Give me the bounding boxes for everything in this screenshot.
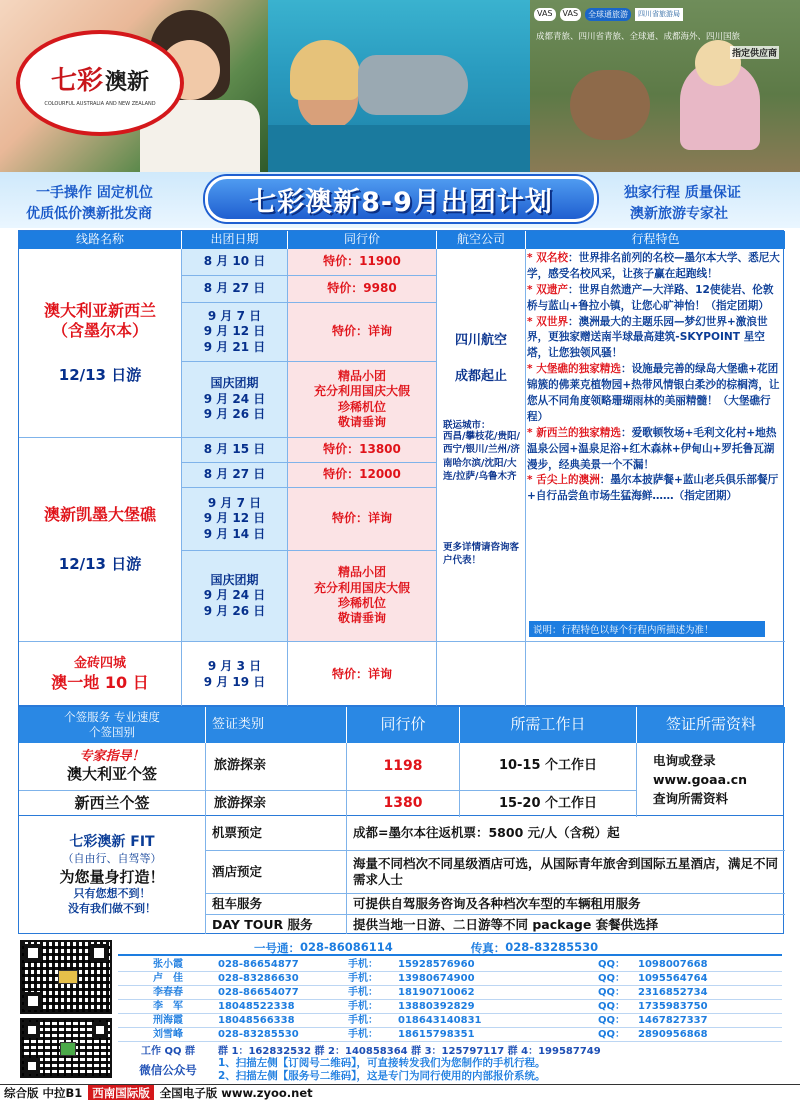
footer-tag: 西南国际版: [88, 1085, 154, 1100]
contact-row: [118, 1028, 782, 1042]
route-3-name: 金砖四城: [73, 655, 126, 671]
fit-sub: （自由行、自驾等）: [62, 852, 162, 866]
r3-price: 特价：详询: [331, 666, 392, 681]
contact-mobile[interactable]: 18190710062: [398, 987, 475, 998]
route-2-cell: [19, 438, 181, 641]
wechat-line-2: 2、扫描左侧【服务号二维码】，这是专门为同行使用的内部报价系统。: [218, 1070, 546, 1082]
visa-country-1: 澳大利亚个签: [66, 765, 157, 784]
contact-qq[interactable]: 2316852734: [638, 987, 708, 998]
fit-left: [19, 816, 205, 934]
fit-slogan: 为您量身打造！: [59, 867, 165, 886]
qq-group-row: [118, 1042, 782, 1056]
r2-date-2: 8 月 27 日: [182, 463, 287, 487]
wechat-line-1: 1、扫描左侧【订阅号二维码】，可直接转发我们为您制作的手机行程。: [218, 1057, 546, 1070]
contact-row: [118, 986, 782, 1000]
visa-th-days: 所需工作日: [460, 707, 636, 743]
r2-price-1: 特价：13800: [288, 438, 436, 462]
logo-main: 七彩: [50, 65, 103, 96]
r3-dates: [182, 642, 287, 707]
route-3-sub: 澳一地 10 日: [51, 672, 149, 692]
r2-special-line-2: 充分利用国庆大假: [313, 580, 410, 595]
contact-qq-label: QQ：: [598, 1001, 626, 1012]
r2-special-date-1: 9 月 24 日: [203, 588, 266, 603]
feature-2-label: 双遗产: [536, 283, 569, 296]
r3-date-1: 9 月 3 日: [207, 659, 262, 674]
r1-special-line-4: 敬请垂询: [337, 414, 386, 429]
contact-qq-label: QQ：: [598, 987, 626, 998]
r3-date-2: 9 月 19 日: [203, 674, 266, 689]
feature-3-text: ：澳洲最大的主题乐园—梦幻世界+激浪世界，更独家赠送南半球最高建筑-SKYPOINT 星空塔，让您独领风骚！: [527, 315, 768, 360]
r1-date-3: 9 月 7 日: [207, 308, 262, 323]
airline-name: 四川航空: [454, 333, 507, 348]
feature-1-label: 双名校: [536, 252, 569, 264]
r1-special-line-1: 精品小团: [337, 368, 386, 383]
qq-groups: 群 1：162832532 群 2：140858364 群 3：125797117 群 4：199587749: [218, 1046, 601, 1057]
r2-price-3: 特价：详询: [288, 488, 436, 550]
visa-table: [18, 706, 784, 816]
r1-price-1: 特价：11900: [288, 249, 436, 275]
feature-5: * 新西兰的独家精选：爱歌顿牧场+毛利文化村+地热温泉公园+温泉足浴+红木森林+伊甸山+罗托鲁瓦湖漫步，经典美景一个不漏！: [527, 426, 777, 471]
feature-5-text: ：爱歌顿牧场+毛利文化村+地热温泉公园+温泉足浴+红木森林+伊甸山+罗托鲁瓦湖漫步，经典美景一个不漏！: [527, 426, 777, 471]
feature-1-text: ：世界排名前列的名校—墨尔本大学、悉尼大学，感受名校风采，让孩子赢在起跑线！: [527, 252, 780, 280]
partner-logo-1: VAS: [534, 8, 556, 21]
visa-th-docs: 签证所需资料: [637, 707, 785, 743]
r1-special-date-1: 9 月 24 日: [203, 391, 266, 406]
contact-qq[interactable]: 1098007668: [638, 959, 708, 970]
route-2-days: 12/13 日游: [58, 555, 142, 574]
contact-tel[interactable]: 028-83286630: [218, 973, 299, 984]
visa-docs-1: 电询或登录: [653, 753, 716, 768]
contact-qq[interactable]: 1735983750: [638, 1001, 708, 1012]
fit-desc-4: 提供当地一日游、二日游等不同 package 套餐供选择: [353, 916, 659, 932]
contact-name: 张小霞: [153, 959, 183, 970]
contact-row: [118, 972, 782, 986]
r2-special-label: 国庆团期: [210, 572, 259, 587]
contact-mobile-label: 手机：: [348, 987, 378, 998]
contact-qq[interactable]: 1467827337: [638, 1015, 708, 1026]
contact-tel[interactable]: 18048566338: [218, 1015, 295, 1026]
contact-qq-label: QQ：: [598, 973, 626, 984]
contact-mobile-label: 手机：: [348, 1029, 378, 1040]
connect-label: 联运城市：: [443, 420, 491, 431]
r1-date-5: 9 月 21 日: [203, 339, 266, 354]
route-1-name: 澳大利亚新西兰: [43, 300, 156, 320]
route-3-cell: [19, 642, 181, 707]
r1-date-1: 8 月 10 日: [182, 249, 287, 275]
contact-name: 刑海霞: [153, 1015, 183, 1026]
feature-3: * 双世界：澳洲最大的主题乐园—梦幻世界+激浪世界，更独家赠送南半球最高建筑-SKYPOINT 星空塔，让您独领风骚！: [527, 315, 768, 360]
feature-5-label: 新西兰的独家精选: [536, 426, 621, 439]
header-photo-right: [530, 0, 800, 172]
contact-tel[interactable]: 028-86654077: [218, 987, 299, 998]
r2-special-date-2: 9 月 26 日: [203, 603, 266, 618]
visa-th-price: 同行价: [347, 707, 459, 743]
contact-mobile[interactable]: 15928576960: [398, 959, 475, 970]
contact-qq[interactable]: 1095564764: [638, 973, 708, 984]
r1-date-4: 9 月 12 日: [203, 324, 266, 339]
r2-date-3: 9 月 7 日: [207, 495, 262, 510]
partner-cities: 成都青旅、四川省青旅、全球通、成都海外、四川国旅: [536, 32, 741, 42]
feature-3-label: 双世界: [536, 315, 569, 328]
contact-name: 刘雪峰: [153, 1029, 183, 1040]
contact-qq[interactable]: 2890956868: [638, 1029, 708, 1040]
contact-tel[interactable]: 028-86654877: [218, 959, 299, 970]
contacts-panel: [118, 940, 782, 1080]
r1-date-2: 8 月 27 日: [182, 276, 287, 302]
fax: 028-83285530: [505, 940, 599, 954]
visa-country-2: 新西兰个签: [74, 794, 150, 813]
r1-special-date-2: 9 月 26 日: [203, 407, 266, 422]
departure: 成都起止: [454, 369, 507, 384]
visa-header-left: [19, 707, 205, 743]
partner-logo-4: 四川省旅游局: [635, 8, 683, 21]
fax-label: 传真：: [470, 941, 506, 955]
r1-special-line-3: 珍稀机位: [337, 399, 386, 414]
contact-mobile[interactable]: 13880392829: [398, 1001, 475, 1012]
visa-docs: [637, 743, 785, 817]
partner-logos: [534, 8, 796, 21]
contacts-table: [118, 958, 782, 1042]
r1-price-3: 特价：详询: [288, 303, 436, 361]
contact-mobile[interactable]: 18615798351: [398, 1029, 475, 1040]
fit-desc-2: 海量不同档次不同星级酒店可选，从国际青年旅舍到国际五星酒店，满足不同需求人士: [353, 856, 779, 887]
r2-special-line-1: 精品小团: [337, 565, 386, 580]
partner-logo-3: 全球通旅游: [585, 8, 631, 21]
feature-4: * 大堡礁的独家精选：设施最完善的绿岛大堡礁+花团锦簇的佛莱克植物园+热带风情银白柔沙的棕榈湾，让您从不同角度领略珊瑚雨林的美丽精髓！（大堡礁行程）: [527, 363, 780, 423]
th-date: 出团日期: [182, 231, 287, 249]
contact-mobile-label: 手机：: [348, 1015, 378, 1026]
feature-1: * 双名校：世界排名前列的名校—墨尔本大学、悉尼大学，感受名校风采，让孩子赢在起跑线！: [527, 252, 780, 280]
banner-left-2: 优质低价澳新批发商: [26, 206, 152, 222]
contact-name: 李 军: [153, 1001, 183, 1012]
route-1-days: 12/13 日游: [58, 365, 142, 384]
th-price: 同行价: [288, 231, 436, 249]
th-route: 线路名称: [19, 231, 181, 249]
visa-price-1: 1198: [383, 757, 423, 774]
fit-service-4: DAY TOUR 服务: [212, 916, 313, 932]
logo-sub: 澳新: [105, 69, 150, 95]
banner-left-1: 一手操作 固定机位: [36, 185, 153, 201]
visa-row-1-country: [19, 743, 205, 790]
fit-service-1: 机票预定: [212, 825, 263, 840]
visa-th-type: 签证类别: [206, 707, 346, 743]
visa-header-left-2: 个签国别: [89, 725, 135, 739]
partner-logo-2: VAS: [560, 8, 582, 21]
visa-days-1: 10-15 个工作日: [498, 758, 598, 774]
route-1-cell: [19, 249, 181, 437]
visa-header-left-1: 个签服务 专业速度: [64, 710, 160, 725]
contact-mobile-label: 手机：: [348, 1001, 378, 1012]
visa-docs-3: 查询所需资料: [653, 791, 729, 806]
fit-line-2: 没有我们做不到！: [68, 901, 156, 915]
r2-special-line-4: 敬请垂询: [337, 611, 386, 626]
fit-service-2: 酒店预定: [212, 864, 263, 879]
feature-6: * 舌尖上的澳洲：墨尔本披萨餐+蓝山老兵俱乐部餐厅 +自行品尝鱼市场生猛海鲜……（指定团期）: [527, 474, 779, 503]
r2-special-line-3: 珍稀机位: [337, 596, 386, 610]
footer-bar: [0, 1084, 800, 1100]
visa-type-2: 旅游探亲: [214, 795, 267, 811]
feature-2: * 双遗产：世界自然遗产—大洋路、12使徒岩、伦敦桥与蓝山+鲁拉小镇，让您心旷神怡！（指定团期）: [527, 283, 774, 312]
th-features: 行程特色: [526, 231, 785, 249]
r2-price-2: 特价：12000: [288, 463, 436, 487]
r2-dates-group: [182, 488, 287, 550]
r2-special-price: [288, 551, 436, 641]
hotline-label: 一号通：: [254, 941, 300, 955]
contact-name: 李春春: [153, 987, 183, 998]
hotline[interactable]: 028-86086114: [300, 940, 393, 954]
visa-docs-link[interactable]: www.goaa.cn: [653, 772, 748, 787]
qr-code-subscription[interactable]: [20, 940, 112, 1014]
fit-line-1: 只有您想不到！: [73, 887, 151, 901]
feature-6-label: 舌尖上的澳洲: [536, 474, 600, 487]
tour-table: [18, 230, 784, 706]
contact-row: [118, 958, 782, 972]
contact-tel[interactable]: 18048522338: [218, 1001, 295, 1012]
logo-badge: [16, 30, 184, 136]
banner-right-1: 独家行程 质量保证: [624, 185, 741, 201]
footer-left: 综合版 中拉B1: [4, 1085, 83, 1100]
qq-group-label: 工作 QQ 群: [141, 1046, 195, 1057]
r2-date-1: 8 月 15 日: [182, 438, 287, 462]
wechat-row: [118, 1057, 782, 1083]
footer-right[interactable]: 全国电子版 www.zyoo.net: [159, 1085, 313, 1100]
fit-desc-3: 可提供自驾服务咨询及各种档次车型的车辆租用服务: [353, 896, 641, 911]
th-airline: 航空公司: [437, 231, 525, 249]
contact-qq-label: QQ：: [598, 1029, 626, 1040]
feature-6-text: ：墨尔本披萨餐+蓝山老兵俱乐部餐厅 +自行品尝鱼市场生猛海鲜……（指定团期）: [527, 474, 779, 503]
contacts-header: [118, 940, 782, 956]
r2-date-4: 9 月 12 日: [203, 511, 266, 526]
contact-mobile[interactable]: 13980674900: [398, 973, 475, 984]
r1-special-label: 国庆团期: [210, 376, 259, 391]
fit-table: [18, 816, 784, 934]
r1-price-2: 特价：9980: [288, 276, 436, 302]
fit-title: 七彩澳新 FIT: [69, 834, 155, 851]
contact-qq-label: QQ：: [598, 959, 626, 970]
r1-dates-group: [182, 303, 287, 361]
connect-cities: 西昌/攀枝花/贵阳/西宁/银川/兰州/济南哈尔滨/沈阳/大连/拉萨/乌鲁木齐: [443, 431, 520, 483]
airline-column: [437, 249, 525, 641]
features-column: [527, 251, 783, 639]
feature-4-text: ：设施最完善的绿岛大堡礁+花团锦簇的佛莱克植物园+热带风情银白柔沙的棕榈湾，让您从不同角度领略珊瑚雨林的美丽精髓！（大堡礁行程）: [527, 363, 780, 423]
r1-special-dates: [182, 362, 287, 437]
contact-qq-label: QQ：: [598, 1015, 626, 1026]
features-note: 说明：行程特色以每个行程内所描述为准！: [529, 621, 765, 637]
banner-title: 七彩澳新8-9月出团计划: [249, 186, 553, 218]
qr-code-service[interactable]: [20, 1018, 112, 1078]
contact-mobile-label: 手机：: [348, 959, 378, 970]
contact-mobile-label: 手机：: [348, 973, 378, 984]
r2-date-5: 9 月 14 日: [203, 526, 266, 541]
r1-special-price: [288, 362, 436, 437]
r2-special-dates: [182, 551, 287, 641]
visa-type-1: 旅游探亲: [214, 758, 267, 774]
contact-tel[interactable]: 028-83285530: [218, 1029, 299, 1040]
contact-mobile[interactable]: 018643140831: [398, 1015, 482, 1026]
contact-row: [118, 1000, 782, 1014]
route-1-sub: （含墨尔本）: [51, 321, 148, 341]
visa-price-2: 1380: [383, 795, 423, 812]
banner-right-2: 澳新旅游专家社: [630, 206, 728, 222]
feature-2-text: ：世界自然遗产—大洋路、12使徒岩、伦敦桥与蓝山+鲁拉小镇，让您心旷神怡！（指定团期）: [527, 283, 774, 312]
fit-desc-1: 成都=墨尔本往返机票：5800 元/人（含税）起: [353, 825, 620, 840]
visa-expert: 专家指导！: [79, 748, 145, 764]
visa-days-2: 15-20 个工作日: [498, 795, 598, 811]
banner-title-box: [205, 176, 597, 222]
contact-name: 卢 佳: [153, 973, 183, 984]
logo-tagline: COLOURFUL AUSTRALIA AND NEW ZEALAND: [44, 100, 156, 107]
designated-supplier: 指定供应商: [730, 46, 779, 59]
fit-service-3: 租车服务: [212, 896, 263, 911]
wechat-label: 微信公众号: [139, 1063, 197, 1077]
feature-4-label: 大堡礁的独家精选: [536, 363, 621, 376]
more-info: 更多详情请咨询客户代表！: [443, 542, 520, 567]
header-photo-center: [268, 0, 530, 172]
route-2-name: 澳新凯墨大堡礁: [43, 504, 156, 524]
r1-special-line-2: 充分利用国庆大假: [313, 384, 410, 399]
contact-row: [118, 1014, 782, 1028]
